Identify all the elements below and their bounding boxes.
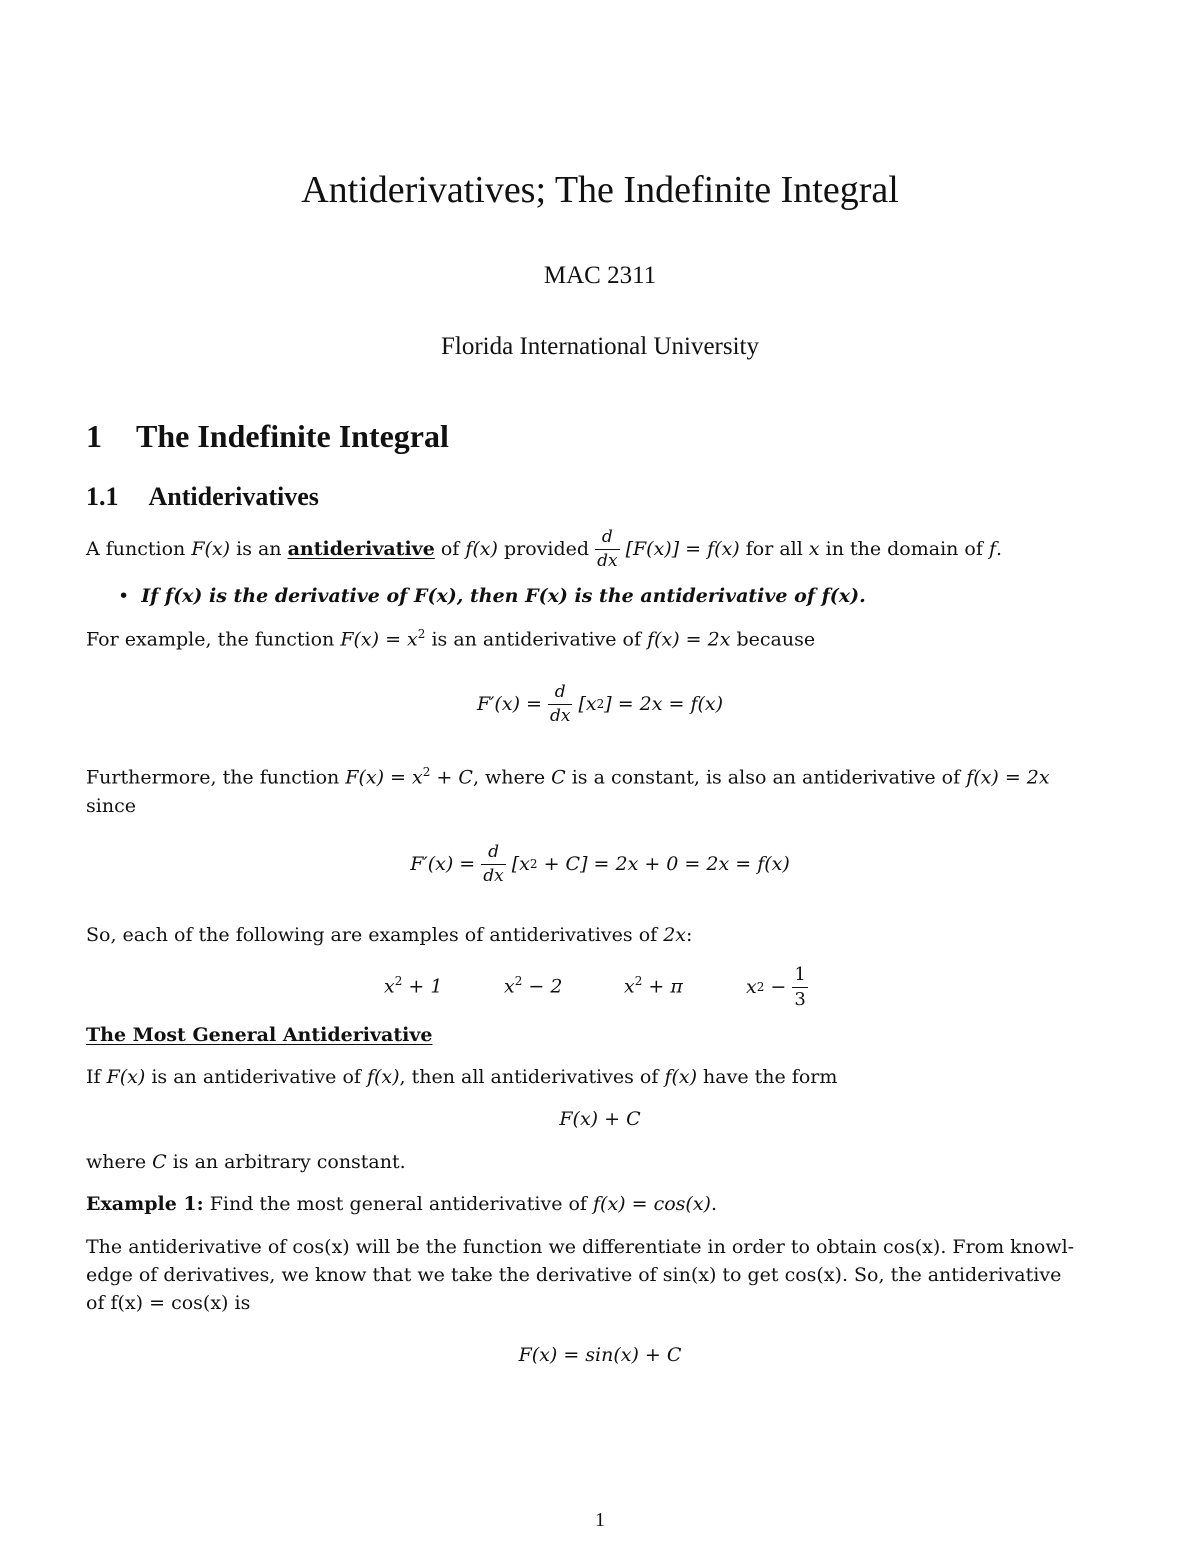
defined-term: antiderivative bbox=[287, 538, 435, 560]
fraction-numerator: d bbox=[481, 844, 505, 865]
paragraph-text: Find the most general antiderivative of bbox=[203, 1193, 594, 1215]
math-expression: F(x) = x bbox=[340, 628, 418, 651]
math-expression: x bbox=[808, 538, 820, 560]
fraction-denominator: dx bbox=[483, 865, 504, 886]
equation-rhs: ] = 2x = f(x) bbox=[604, 693, 724, 715]
math-expression: f(x) = 2x bbox=[966, 766, 1050, 789]
solution-equation: F(x) = sin(x) + C bbox=[518, 1344, 682, 1366]
example-label: Example 1: bbox=[86, 1193, 204, 1215]
page-number: 1 bbox=[595, 1509, 605, 1531]
solution-line-1: The antiderivative of cos(x) will be the function we differentiate in order to obtain cos(x). From knowl- bbox=[86, 1236, 1075, 1258]
section-number: 1 bbox=[86, 418, 102, 454]
general-text bbox=[86, 1066, 837, 1088]
equation-1 bbox=[0, 676, 1200, 732]
solution-line-2: edge of derivatives, we know that we take the derivative of sin(x) to get cos(x). So, the antiderivative bbox=[86, 1264, 1062, 1286]
fraction-denominator: dx bbox=[597, 550, 618, 571]
superscript: 2 bbox=[634, 974, 643, 988]
examples-intro bbox=[86, 924, 692, 946]
math-expression: F(x) = x bbox=[345, 766, 423, 789]
paragraph-text: is a constant, is also an antiderivative of bbox=[565, 766, 967, 789]
paragraph-text: . bbox=[710, 1193, 718, 1215]
math-expression: x bbox=[504, 975, 515, 998]
bullet-item bbox=[118, 585, 866, 607]
derivative-fraction bbox=[548, 681, 572, 726]
example-1 bbox=[86, 1193, 717, 1215]
math-expression: F(x) bbox=[106, 1066, 146, 1088]
derivative-fraction bbox=[481, 841, 505, 886]
subsection-number: 1.1 bbox=[86, 482, 119, 511]
fraction-denominator: 3 bbox=[794, 988, 806, 1010]
solution-line-3: of f(x) = cos(x) is bbox=[86, 1292, 251, 1314]
section-heading bbox=[86, 418, 449, 455]
paragraph-text: because bbox=[730, 628, 816, 651]
math-expression: − 2 bbox=[522, 975, 563, 998]
paragraph-text: have the form bbox=[697, 1066, 838, 1088]
paragraph-text: , then all antiderivatives of bbox=[399, 1066, 665, 1088]
math-expression: f(x) bbox=[465, 538, 498, 560]
paragraph-text: is an antiderivative of bbox=[145, 1066, 367, 1088]
math-expression: C bbox=[152, 1151, 167, 1173]
paragraph-text: is an antiderivative of bbox=[425, 628, 648, 651]
definition-text: is an bbox=[230, 538, 288, 560]
math-expression: f bbox=[988, 538, 996, 560]
example-intro bbox=[86, 627, 815, 650]
superscript: 2 bbox=[596, 697, 605, 711]
definition-line bbox=[86, 524, 1002, 574]
paragraph-text: So, each of the following are examples of antiderivatives of bbox=[86, 924, 664, 946]
furthermore-line-2: since bbox=[86, 795, 136, 817]
examples-list bbox=[0, 962, 1200, 1012]
general-equation: F(x) + C bbox=[559, 1108, 641, 1130]
paragraph-text: , where bbox=[472, 766, 552, 789]
fraction-denominator: dx bbox=[549, 705, 571, 726]
fraction-numerator: 1 bbox=[792, 966, 807, 988]
definition-text: in the domain of bbox=[819, 538, 989, 560]
bullet-text: If f(x) is the derivative of F(x), then F(x) is the antiderivative of f(x). bbox=[141, 585, 866, 607]
example-expression bbox=[384, 974, 442, 997]
paragraph-text: is an arbitrary constant. bbox=[166, 1151, 406, 1173]
math-expression: + 1 bbox=[402, 975, 443, 998]
math-expression: − bbox=[764, 976, 793, 998]
math-expression: f(x) = 2x bbox=[647, 628, 731, 651]
general-where bbox=[86, 1151, 406, 1173]
equation-rhs: + C] = 2x + 0 = 2x = f(x) bbox=[537, 853, 790, 875]
subsection-heading bbox=[86, 482, 319, 512]
definition-text: of bbox=[434, 538, 466, 560]
course-code: MAC 2311 bbox=[543, 262, 657, 289]
math-expression: C bbox=[551, 766, 566, 789]
math-expression: x bbox=[746, 976, 757, 998]
equation-lhs: F′(x) = bbox=[410, 853, 482, 875]
example-expression bbox=[504, 974, 562, 997]
superscript: 2 bbox=[422, 765, 431, 779]
document-title: Antiderivatives; The Indefinite Integral bbox=[301, 169, 899, 211]
derivative-fraction bbox=[595, 526, 619, 571]
paragraph-text: : bbox=[686, 924, 693, 946]
superscript: 2 bbox=[514, 974, 523, 988]
math-expression: + C bbox=[430, 766, 473, 789]
equation-bracket: [x bbox=[511, 853, 530, 875]
definition-text: A function bbox=[86, 538, 192, 560]
university-name: Florida International University bbox=[441, 333, 759, 360]
section-title: The Indefinite Integral bbox=[136, 418, 449, 454]
equation-2 bbox=[0, 836, 1200, 892]
math-expression: f(x) bbox=[366, 1066, 400, 1088]
definition-text: for all bbox=[739, 538, 809, 560]
math-expression: f(x) bbox=[664, 1066, 698, 1088]
math-expression: + π bbox=[642, 975, 683, 998]
superscript: 2 bbox=[394, 974, 403, 988]
subsection-title: Antiderivatives bbox=[148, 482, 319, 511]
paragraph-text: where bbox=[86, 1151, 153, 1173]
math-expression: x bbox=[624, 975, 635, 998]
paragraph-text: If bbox=[86, 1066, 107, 1088]
general-antiderivative-heading: The Most General Antiderivative bbox=[86, 1024, 433, 1046]
math-expression: [F(x)] = f(x) bbox=[625, 538, 740, 560]
math-expression: f(x) = cos(x) bbox=[593, 1193, 711, 1215]
equation-lhs: F′(x) = bbox=[476, 693, 548, 715]
paragraph-text: For example, the function bbox=[86, 628, 341, 651]
math-expression: x bbox=[384, 975, 395, 998]
fraction-numerator: d bbox=[595, 529, 619, 550]
math-expression: F(x) bbox=[191, 538, 231, 560]
paragraph-text: Furthermore, the function bbox=[86, 766, 346, 789]
example-expression bbox=[624, 974, 683, 997]
bullet-marker: • bbox=[118, 585, 130, 607]
fraction-numerator: d bbox=[548, 684, 572, 705]
superscript: 2 bbox=[417, 627, 426, 641]
fraction bbox=[792, 963, 807, 1010]
math-expression: 2x bbox=[663, 924, 687, 946]
furthermore-line-1 bbox=[86, 765, 1050, 788]
superscript: 2 bbox=[529, 857, 538, 871]
superscript: 2 bbox=[756, 980, 765, 994]
definition-text: provided bbox=[497, 538, 596, 560]
example-expression bbox=[746, 962, 808, 1012]
definition-text: . bbox=[995, 538, 1003, 560]
equation-bracket: [x bbox=[578, 693, 597, 715]
